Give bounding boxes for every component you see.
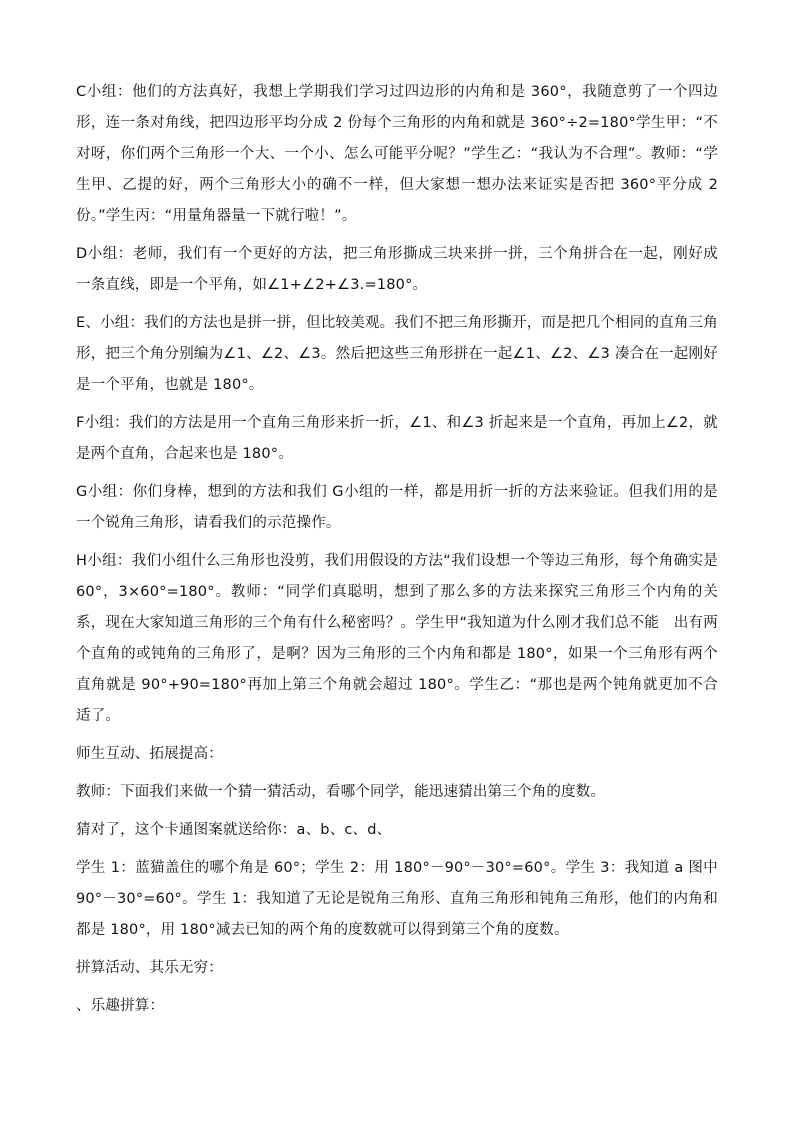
paragraph-group-d: D小组：老师，我们有一个更好的方法，把三角形撕成三块来拼一拼，三个角拼合在一起，刚好成一条直线，即是一个平角，如∠1+∠2+∠3.=180°。 (76, 246, 718, 293)
section-heading-interaction: 师生互动、拓展提高： (76, 746, 223, 762)
section-heading-activity: 拼算活动、其乐无穷： (76, 960, 223, 976)
paragraph-group-h: H小组：我们小组什么三角形也没剪，我们用假设的方法“我们设想一个等边三角形，每个角确实是 60°，3×60°=180°。教师：“同学们真聪明，想到了那么多的方法来探究三角形三个内角的关系，现在大家知道三角形的三个角有什么秘密吗？。学生甲“我知道为什么刚才我们总不能 出有两个直角的或钝角的三角形了，是啊？因为三角形的三个内角和都是 180°，如果一个三角形有两个直角就是 90°+90=180°再加上第三个角就会超过 180°。学生乙：“那也是两个钝角就更加不合适了。 (76, 553, 723, 724)
paragraph-group-c: C小组：他们的方法真好，我想上学期我们学习过四边形的内角和是 360°，我随意剪了一个四边形，连一条对角线，把四边形平均分成 2 份每个三角形的内角和就是 360°÷2=180°学生甲：“不对呀，你们两个三角形一个大、一个小、怎么可能平分呢？”学生乙：“我认为不合理”。教师：“学生甲、乙提的好，两个三角形大小的确不一样，但大家想一想办法来证实是否把 360°平分成 2 份。”学生丙：“用量角器量一下就行啦！”。 (76, 84, 723, 224)
paragraph-students: 学生 1：蓝猫盖住的哪个角是 60°；学生 2：用 180°－90°－30°=60°。学生 3：我知道 a 图中 90°－30°=60°。学生 1：我知道了无论是锐角三角形、直角三角形和钝角三角形，他们的内角和都是 180°，用 180°减去已知的两个角的度数就可以得到第三个角的度数。 (76, 860, 723, 938)
section-subheading-fun: 、乐趣拼算： (76, 998, 165, 1014)
paragraph-reward: 猜对了，这个卡通图案就送给你：a、b、c、d、 (76, 822, 392, 838)
document-body (76, 77, 723, 1029)
paragraph-group-f: F小组：我们的方法是用一个直角三角形来折一折，∠1、和∠3 折起来是一个直角，再加上∠2，就是两个直角，合起来也是 180°。 (76, 415, 718, 462)
paragraph-teacher-guess: 教师：下面我们来做一个猜一猜活动，看哪个同学，能迅速猜出第三个角的度数。 (76, 784, 606, 800)
paragraph-group-g: G小组：你们身棒，想到的方法和我们 G小组的一样，都是用折一折的方法来验证。但我们用的是一个锐角三角形，请看我们的示范操作。 (76, 484, 718, 531)
paragraph-group-e: E、小组：我们的方法也是拼一拼，但比较美观。我们不把三角形撕开，而是把几个相同的直角三角形，把三个角分别编为∠1、∠2、∠3。然后把这些三角形拼在一起∠1、∠2、∠3 凑合在一起刚好是一个平角，也就是 180°。 (76, 315, 718, 393)
